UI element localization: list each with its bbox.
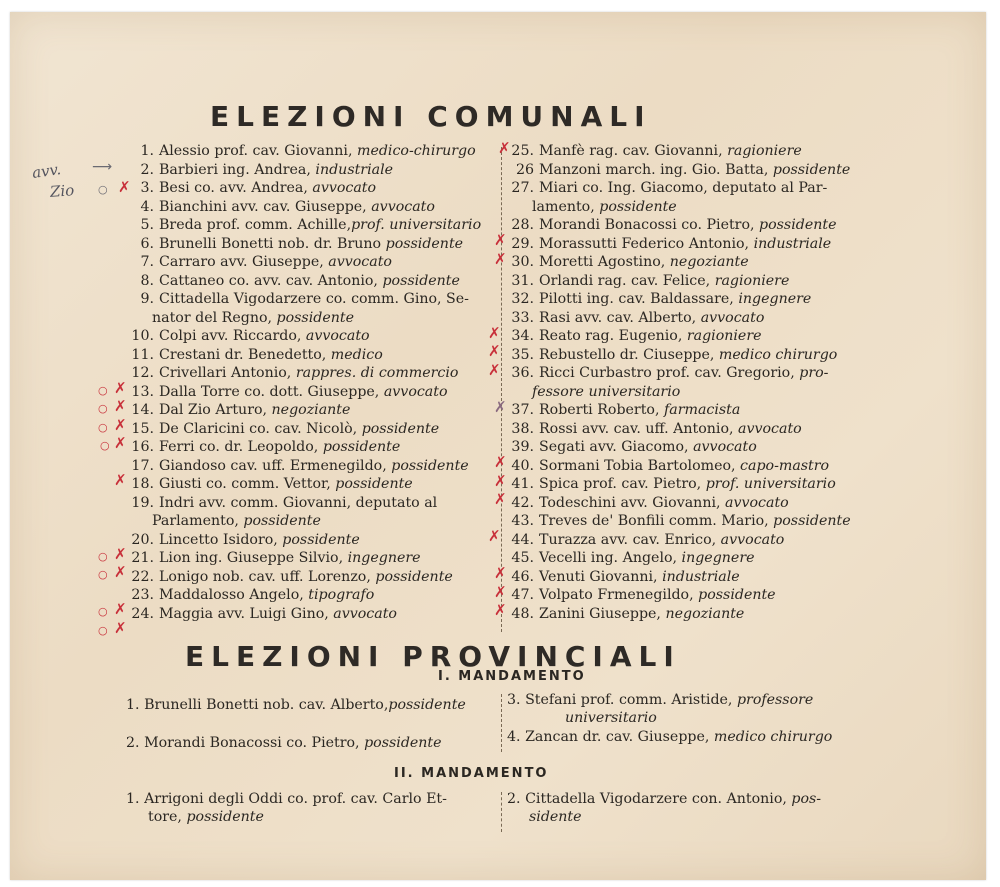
candidate-number: 43. xyxy=(511,513,534,529)
candidate-number: 44. xyxy=(511,531,534,548)
candidate-entry-28 xyxy=(508,216,836,235)
provincial-candidate-m2-2 xyxy=(507,790,821,826)
candidate-profession: pro- xyxy=(799,365,829,381)
candidate-number: 14. xyxy=(131,402,154,418)
candidate-name: Lion ing. Giuseppe Silvio, xyxy=(159,550,344,566)
candidate-number: 1. xyxy=(126,791,140,807)
candidate-entry-36 xyxy=(508,364,828,401)
candidate-number: 37. xyxy=(511,402,534,418)
candidate-profession: possidente xyxy=(276,309,354,326)
candidate-number: 35. xyxy=(511,346,534,363)
candidate-profession: ragioniere xyxy=(714,272,790,289)
candidate-number: 19. xyxy=(131,494,154,511)
candidate-name: Manfè rag. cav. Giovanni, xyxy=(539,143,723,159)
candidate-number: 6. xyxy=(140,235,154,252)
candidate-profession: ingegnere xyxy=(347,550,421,566)
candidate-profession: avvocato xyxy=(328,254,392,270)
candidate-entry-19 xyxy=(128,494,437,531)
candidate-entry-42 xyxy=(508,494,789,513)
red-cross-mark-icon: ✗ xyxy=(114,545,127,563)
candidate-entry-26 xyxy=(508,161,850,180)
candidate-entry-35 xyxy=(508,346,837,365)
candidate-profession: possidente xyxy=(385,235,464,252)
candidate-number: 16. xyxy=(131,439,154,455)
candidate-number: 15. xyxy=(131,420,154,437)
candidate-number: 10. xyxy=(131,328,154,344)
candidate-profession: negoziante xyxy=(665,605,745,622)
candidate-profession: medico-chirurgo xyxy=(356,143,476,159)
candidate-entry-11 xyxy=(128,346,383,365)
candidate-entry-33 xyxy=(508,309,764,328)
candidate-entry-6 xyxy=(128,235,463,254)
candidate-number: 12. xyxy=(131,365,154,381)
candidate-entry-32 xyxy=(508,290,811,309)
candidate-entry-23 xyxy=(128,586,374,605)
candidate-number: 8. xyxy=(140,272,154,289)
candidate-name: Segati avv. Giacomo, xyxy=(539,439,689,455)
candidate-entry-34 xyxy=(508,327,762,346)
candidate-profession: avvocato xyxy=(738,420,802,437)
candidate-name: Manzoni march. ing. Gio. Batta, xyxy=(539,161,769,178)
candidate-entry-41 xyxy=(508,475,836,494)
candidate-profession: possidente xyxy=(388,697,466,713)
candidate-number: 45. xyxy=(511,550,534,566)
candidate-profession: tipografo xyxy=(308,587,375,603)
candidate-profession: industriale xyxy=(315,161,394,178)
provincial-candidate-m1-2 xyxy=(126,734,442,752)
candidate-entry-24 xyxy=(128,605,397,624)
candidate-name: Colpi avv. Riccardo, xyxy=(159,328,302,344)
red-circle-mark-icon: ○ xyxy=(98,421,108,434)
candidate-name: Sormani Tobia Bartolomeo, xyxy=(539,457,736,474)
candidate-profession: pos- xyxy=(791,791,822,807)
candidate-profession: possidente xyxy=(599,198,677,215)
candidate-profession: possidente xyxy=(773,513,851,529)
candidate-name: Maddalosso Angelo, xyxy=(159,587,304,603)
candidate-number: 47. xyxy=(511,587,534,603)
candidate-entry-31 xyxy=(508,272,789,291)
candidate-continuation xyxy=(128,309,469,328)
candidate-name: Treves de' Bonfili comm. Mario, xyxy=(539,513,769,529)
red-cross-mark-icon: ✗ xyxy=(494,453,507,471)
mandamento-2-title: II. MANDAMENTO xyxy=(394,766,549,781)
candidate-profession: avvocato xyxy=(693,439,757,455)
handwritten-note-line2: Zio xyxy=(49,181,75,201)
red-cross-mark-icon: ✗ xyxy=(494,564,507,582)
provincial-candidate-m1-1 xyxy=(126,696,466,714)
title-elezioni-comunali: ELEZIONI COMUNALI xyxy=(210,100,652,133)
candidate-profession: avvocato xyxy=(305,328,370,344)
red-check-mark-icon: ✗ xyxy=(118,178,131,196)
candidate-profession: ingegnere xyxy=(738,291,812,307)
candidate-entry-48 xyxy=(508,605,744,624)
candidate-number: 46. xyxy=(511,568,534,585)
continuation-text: Parlamento, xyxy=(152,513,239,529)
candidate-entry-9 xyxy=(128,290,469,327)
candidate-number: 21. xyxy=(131,550,154,566)
election-leaflet xyxy=(10,12,986,880)
candidate-profession: negoziante xyxy=(271,402,351,418)
candidate-profession: industriale xyxy=(662,568,740,585)
candidate-number: 39. xyxy=(511,439,534,455)
candidate-name: Alessio prof. cav. Giovanni, xyxy=(159,143,353,159)
red-cross-mark-icon: ✗ xyxy=(494,231,507,249)
candidate-number: 25. xyxy=(511,143,534,159)
candidate-name: Morassutti Federico Antonio, xyxy=(539,235,750,252)
candidate-number: 27. xyxy=(511,180,534,196)
candidate-name: Giandoso cav. uff. Ermenegildo, xyxy=(159,457,387,474)
candidate-entry-4 xyxy=(128,198,435,217)
pencil-circle-mark-icon: ○ xyxy=(98,183,108,196)
red-cross-mark-icon: ✗ xyxy=(114,471,127,489)
provincial-candidate-m1-4 xyxy=(507,728,832,746)
candidate-name: Orlandi rag. cav. Felice, xyxy=(539,272,711,289)
red-cross-mark-icon: ✗ xyxy=(488,527,501,545)
candidate-name: Vecelli ing. Angelo, xyxy=(539,550,678,566)
candidate-name: Dal Zio Arturo, xyxy=(159,402,268,418)
candidate-number: 13. xyxy=(131,383,154,400)
candidate-profession: avvocato xyxy=(725,494,789,511)
candidate-profession: negoziante xyxy=(669,254,749,270)
candidate-name: De Claricini co. cav. Nicolò, xyxy=(159,420,358,437)
candidate-number: 2. xyxy=(126,735,140,751)
candidate-name: Pilotti ing. cav. Baldassare, xyxy=(539,291,734,307)
candidate-profession: possidente xyxy=(282,531,360,548)
candidate-entry-17 xyxy=(128,457,469,476)
red-cross-mark-icon: ✗ xyxy=(494,601,507,619)
candidate-profession: possidente xyxy=(698,587,776,603)
candidate-name: Venuti Giovanni, xyxy=(539,568,658,585)
candidate-number: 34. xyxy=(511,328,534,344)
candidate-number: 33. xyxy=(511,309,534,326)
candidate-number: 29. xyxy=(511,235,534,252)
candidate-entry-7 xyxy=(128,253,392,272)
candidate-profession: possidente xyxy=(335,476,413,492)
handwritten-note-line1: avv. xyxy=(30,160,63,182)
candidate-entry-18 xyxy=(128,475,413,494)
candidate-entry-3 xyxy=(128,179,376,198)
red-cross-mark-icon: ✗ xyxy=(488,324,501,342)
red-circle-mark-icon: ○ xyxy=(100,439,110,452)
candidate-profession: possidente xyxy=(243,513,321,529)
candidate-name: Ricci Curbastro prof. cav. Gregorio, xyxy=(539,365,795,381)
candidate-entry-43 xyxy=(508,512,851,531)
candidate-number: 1. xyxy=(140,143,154,159)
candidate-number: 1. xyxy=(126,697,140,713)
candidate-name: Brunelli Bonetti nob. cav. Alberto, xyxy=(144,697,389,713)
candidate-number: 42. xyxy=(511,494,534,511)
candidate-number: 11. xyxy=(131,346,154,363)
candidate-entry-30 xyxy=(508,253,749,272)
mandamento-2-divider xyxy=(501,792,502,832)
candidate-name: Breda prof. comm. Achille, xyxy=(159,217,352,233)
candidate-profession: ragioniere xyxy=(727,143,802,159)
candidate-profession: rappres. di commercio xyxy=(295,365,459,381)
candidate-name: Cittadella Vigodarzere co. comm. Gino, Se- xyxy=(159,291,469,307)
red-cross-mark-icon: ✗ xyxy=(114,379,127,397)
candidate-profession: universitario xyxy=(565,710,657,726)
candidate-name: Stefani prof. comm. Aristide, xyxy=(525,692,733,708)
candidate-number: 30. xyxy=(511,254,534,270)
candidate-profession: possidente xyxy=(186,809,264,825)
candidate-number: 26 xyxy=(515,161,534,178)
candidate-continuation xyxy=(507,808,821,826)
candidate-entry-10 xyxy=(128,327,370,346)
candidate-profession: avvocato xyxy=(700,309,765,326)
candidate-entry-44 xyxy=(508,531,784,550)
faint-cross-mark-icon: ✗ xyxy=(494,398,507,416)
candidate-name: Maggia avv. Luigi Gino, xyxy=(159,605,329,622)
candidate-profession: professore xyxy=(736,692,814,708)
continuation-text: tore, xyxy=(148,809,182,825)
red-circle-mark-icon: ○ xyxy=(98,402,108,415)
candidate-entry-27 xyxy=(508,179,827,216)
candidate-number: 24. xyxy=(131,605,154,622)
candidate-name: Zanini Giuseppe, xyxy=(539,605,661,622)
candidate-profession: possidente xyxy=(382,272,460,289)
candidate-profession: possidente xyxy=(322,439,401,455)
candidate-name: Besi co. avv. Andrea, xyxy=(159,180,308,196)
candidate-profession: avvocato xyxy=(333,605,397,622)
candidate-name: Lonigo nob. cav. uff. Lorenzo, xyxy=(159,568,371,585)
continuation-text: lamento, xyxy=(532,198,595,215)
candidate-name: Cittadella Vigodarzere con. Antonio, xyxy=(525,791,787,807)
candidate-number: 31. xyxy=(511,272,534,289)
candidate-number: 22. xyxy=(131,568,154,585)
candidate-name: Zancan dr. cav. Giuseppe, xyxy=(525,729,710,745)
candidate-name: Lincetto Isidoro, xyxy=(159,531,278,548)
candidate-number: 5. xyxy=(140,217,154,233)
candidate-profession: avvocato xyxy=(371,198,435,215)
candidate-profession: sidente xyxy=(529,809,582,825)
candidate-name: Crivellari Antonio, xyxy=(159,365,292,381)
candidate-number: 2. xyxy=(140,161,154,178)
candidate-entry-2 xyxy=(128,161,393,180)
red-circle-mark-icon: ○ xyxy=(98,550,108,563)
candidate-entry-25 xyxy=(508,142,802,161)
candidate-profession: prof. universitario xyxy=(705,476,836,492)
red-circle-mark-icon: ○ xyxy=(98,624,108,637)
candidate-profession: fessore universitario xyxy=(532,383,681,400)
candidate-name: Morandi Bonacossi co. Pietro, xyxy=(144,735,360,751)
candidate-name: Brunelli Bonetti nob. dr. Bruno xyxy=(159,235,382,252)
candidate-number: 36. xyxy=(511,365,534,381)
candidate-number: 40. xyxy=(511,457,534,474)
candidate-entry-16 xyxy=(128,438,400,457)
candidate-number: 38. xyxy=(511,420,534,437)
candidate-number: 18. xyxy=(131,476,154,492)
candidate-number: 28. xyxy=(511,217,534,233)
candidate-entry-15 xyxy=(128,420,439,439)
candidate-name: Dalla Torre co. dott. Giuseppe, xyxy=(159,383,380,400)
candidate-name: Arrigoni degli Oddi co. prof. cav. Carlo Et- xyxy=(144,791,447,807)
candidate-entry-1 xyxy=(128,142,476,161)
candidate-profession: possidente xyxy=(772,161,851,178)
candidate-entry-20 xyxy=(128,531,360,550)
red-cross-mark-icon: ✗ xyxy=(488,361,501,379)
candidate-number: 9. xyxy=(140,291,154,307)
candidate-name: Rossi avv. cav. uff. Antonio, xyxy=(539,420,734,437)
candidate-name: Cattaneo co. avv. cav. Antonio, xyxy=(159,272,378,289)
candidate-entry-46 xyxy=(508,568,740,587)
candidate-profession: avvocato xyxy=(312,180,377,196)
candidate-name: Turazza avv. cav. Enrico, xyxy=(539,531,717,548)
candidate-name: Bianchini avv. cav. Giuseppe, xyxy=(159,198,367,215)
candidate-profession: avvocato xyxy=(383,383,448,400)
candidate-continuation xyxy=(126,808,447,826)
red-cross-mark-icon: ✗ xyxy=(114,416,127,434)
provincial-candidate-m2-1 xyxy=(126,790,447,826)
candidate-entry-47 xyxy=(508,586,776,605)
candidate-profession: possidente xyxy=(759,217,837,233)
candidate-number: 20. xyxy=(131,531,154,548)
column-divider xyxy=(501,147,502,632)
candidate-name: Todeschini avv. Giovanni, xyxy=(539,494,721,511)
red-cross-mark-icon: ✗ xyxy=(494,250,507,268)
candidate-profession: ragioniere xyxy=(686,328,762,344)
candidate-entry-45 xyxy=(508,549,755,568)
candidate-number: 41. xyxy=(511,476,534,492)
candidate-entry-8 xyxy=(128,272,460,291)
red-circle-mark-icon: ○ xyxy=(98,384,108,397)
candidate-entry-39 xyxy=(508,438,757,457)
candidate-number: 32. xyxy=(511,291,534,307)
candidate-continuation xyxy=(128,512,437,531)
candidate-entry-13 xyxy=(128,383,448,402)
mandamento-1-title: I. MANDAMENTO xyxy=(438,669,586,684)
candidate-number: 7. xyxy=(140,254,154,270)
candidate-number: 17. xyxy=(131,457,154,474)
candidate-entry-38 xyxy=(508,420,802,439)
candidate-name: Moretti Agostino, xyxy=(539,254,666,270)
candidate-name: Rebustello dr. Ciuseppe, xyxy=(539,346,715,363)
candidate-name: Morandi Bonacossi co. Pietro, xyxy=(539,217,755,233)
red-cross-mark-icon: ✗ xyxy=(494,472,507,490)
candidate-name: Roberti Roberto, xyxy=(539,402,660,418)
candidate-profession: possidente xyxy=(361,420,440,437)
candidate-profession: possidente xyxy=(375,568,453,585)
candidate-number: 48. xyxy=(511,605,534,622)
candidate-name: Carraro avv. Giuseppe, xyxy=(159,254,324,270)
candidate-profession: farmacista xyxy=(664,402,741,418)
candidate-continuation xyxy=(507,709,813,727)
mandamento-1-divider xyxy=(501,694,502,752)
candidate-profession: possidente xyxy=(391,457,469,474)
candidate-name: Barbieri ing. Andrea, xyxy=(159,161,311,178)
continuation-text: nator del Regno, xyxy=(152,309,273,326)
candidate-profession: medico chirurgo xyxy=(718,346,838,363)
title-elezioni-provinciali: ELEZIONI PROVINCIALI xyxy=(185,640,681,673)
red-circle-mark-icon: ○ xyxy=(98,605,108,618)
red-cross-mark-icon: ✗ xyxy=(494,490,507,508)
candidate-continuation xyxy=(508,198,827,217)
candidate-entry-21 xyxy=(128,549,421,568)
candidate-name: Crestani dr. Benedetto, xyxy=(159,346,327,363)
candidate-entry-5 xyxy=(128,216,481,235)
pencil-arrow-icon: ⟶ xyxy=(92,159,113,175)
red-cross-mark-icon: ✗ xyxy=(498,139,511,157)
candidate-number: 3. xyxy=(140,180,154,196)
candidate-name: Ferri co. dr. Leopoldo, xyxy=(159,439,319,455)
candidate-name: Indri avv. comm. Giovanni, deputato al xyxy=(159,494,438,511)
red-cross-mark-icon: ✗ xyxy=(494,583,507,601)
candidate-name: Giusti co. comm. Vettor, xyxy=(159,476,331,492)
red-cross-mark-icon: ✗ xyxy=(114,434,127,452)
candidate-entry-29 xyxy=(508,235,831,254)
candidate-number: 23. xyxy=(131,587,154,603)
provincial-candidate-m1-3 xyxy=(507,691,813,727)
candidate-profession: medico chirurgo xyxy=(713,729,833,745)
red-circle-mark-icon: ○ xyxy=(98,568,108,581)
candidate-profession: industriale xyxy=(753,235,832,252)
candidate-name: Spica prof. cav. Pietro, xyxy=(539,476,702,492)
candidate-entry-14 xyxy=(128,401,350,420)
candidate-entry-40 xyxy=(508,457,829,476)
red-cross-mark-icon: ✗ xyxy=(114,619,127,637)
candidate-entry-22 xyxy=(128,568,453,587)
candidate-name: Miari co. Ing. Giacomo, deputato al Par- xyxy=(539,180,828,196)
candidate-profession: prof. universitario xyxy=(351,217,482,233)
candidate-profession: medico xyxy=(330,346,383,363)
candidate-number: 3. xyxy=(507,692,521,708)
candidate-profession: possidente xyxy=(364,735,442,751)
candidate-continuation xyxy=(508,383,828,402)
candidate-name: Rasi avv. cav. Alberto, xyxy=(539,309,697,326)
candidate-entry-12 xyxy=(128,364,458,383)
red-cross-mark-icon: ✗ xyxy=(114,397,127,415)
candidate-name: Reato rag. Eugenio, xyxy=(539,328,683,344)
candidate-entry-37 xyxy=(508,401,740,420)
candidate-profession: ingegnere xyxy=(681,550,755,566)
candidate-number: 4. xyxy=(507,729,521,745)
red-cross-mark-icon: ✗ xyxy=(488,342,501,360)
candidate-profession: capo-mastro xyxy=(740,457,830,474)
red-cross-mark-icon: ✗ xyxy=(114,563,127,581)
red-cross-mark-icon: ✗ xyxy=(114,600,127,618)
candidate-profession: avvocato xyxy=(720,531,785,548)
candidate-number: 4. xyxy=(140,198,154,215)
candidate-number: 2. xyxy=(507,791,521,807)
candidate-name: Volpato Frmenegildo, xyxy=(539,587,694,603)
